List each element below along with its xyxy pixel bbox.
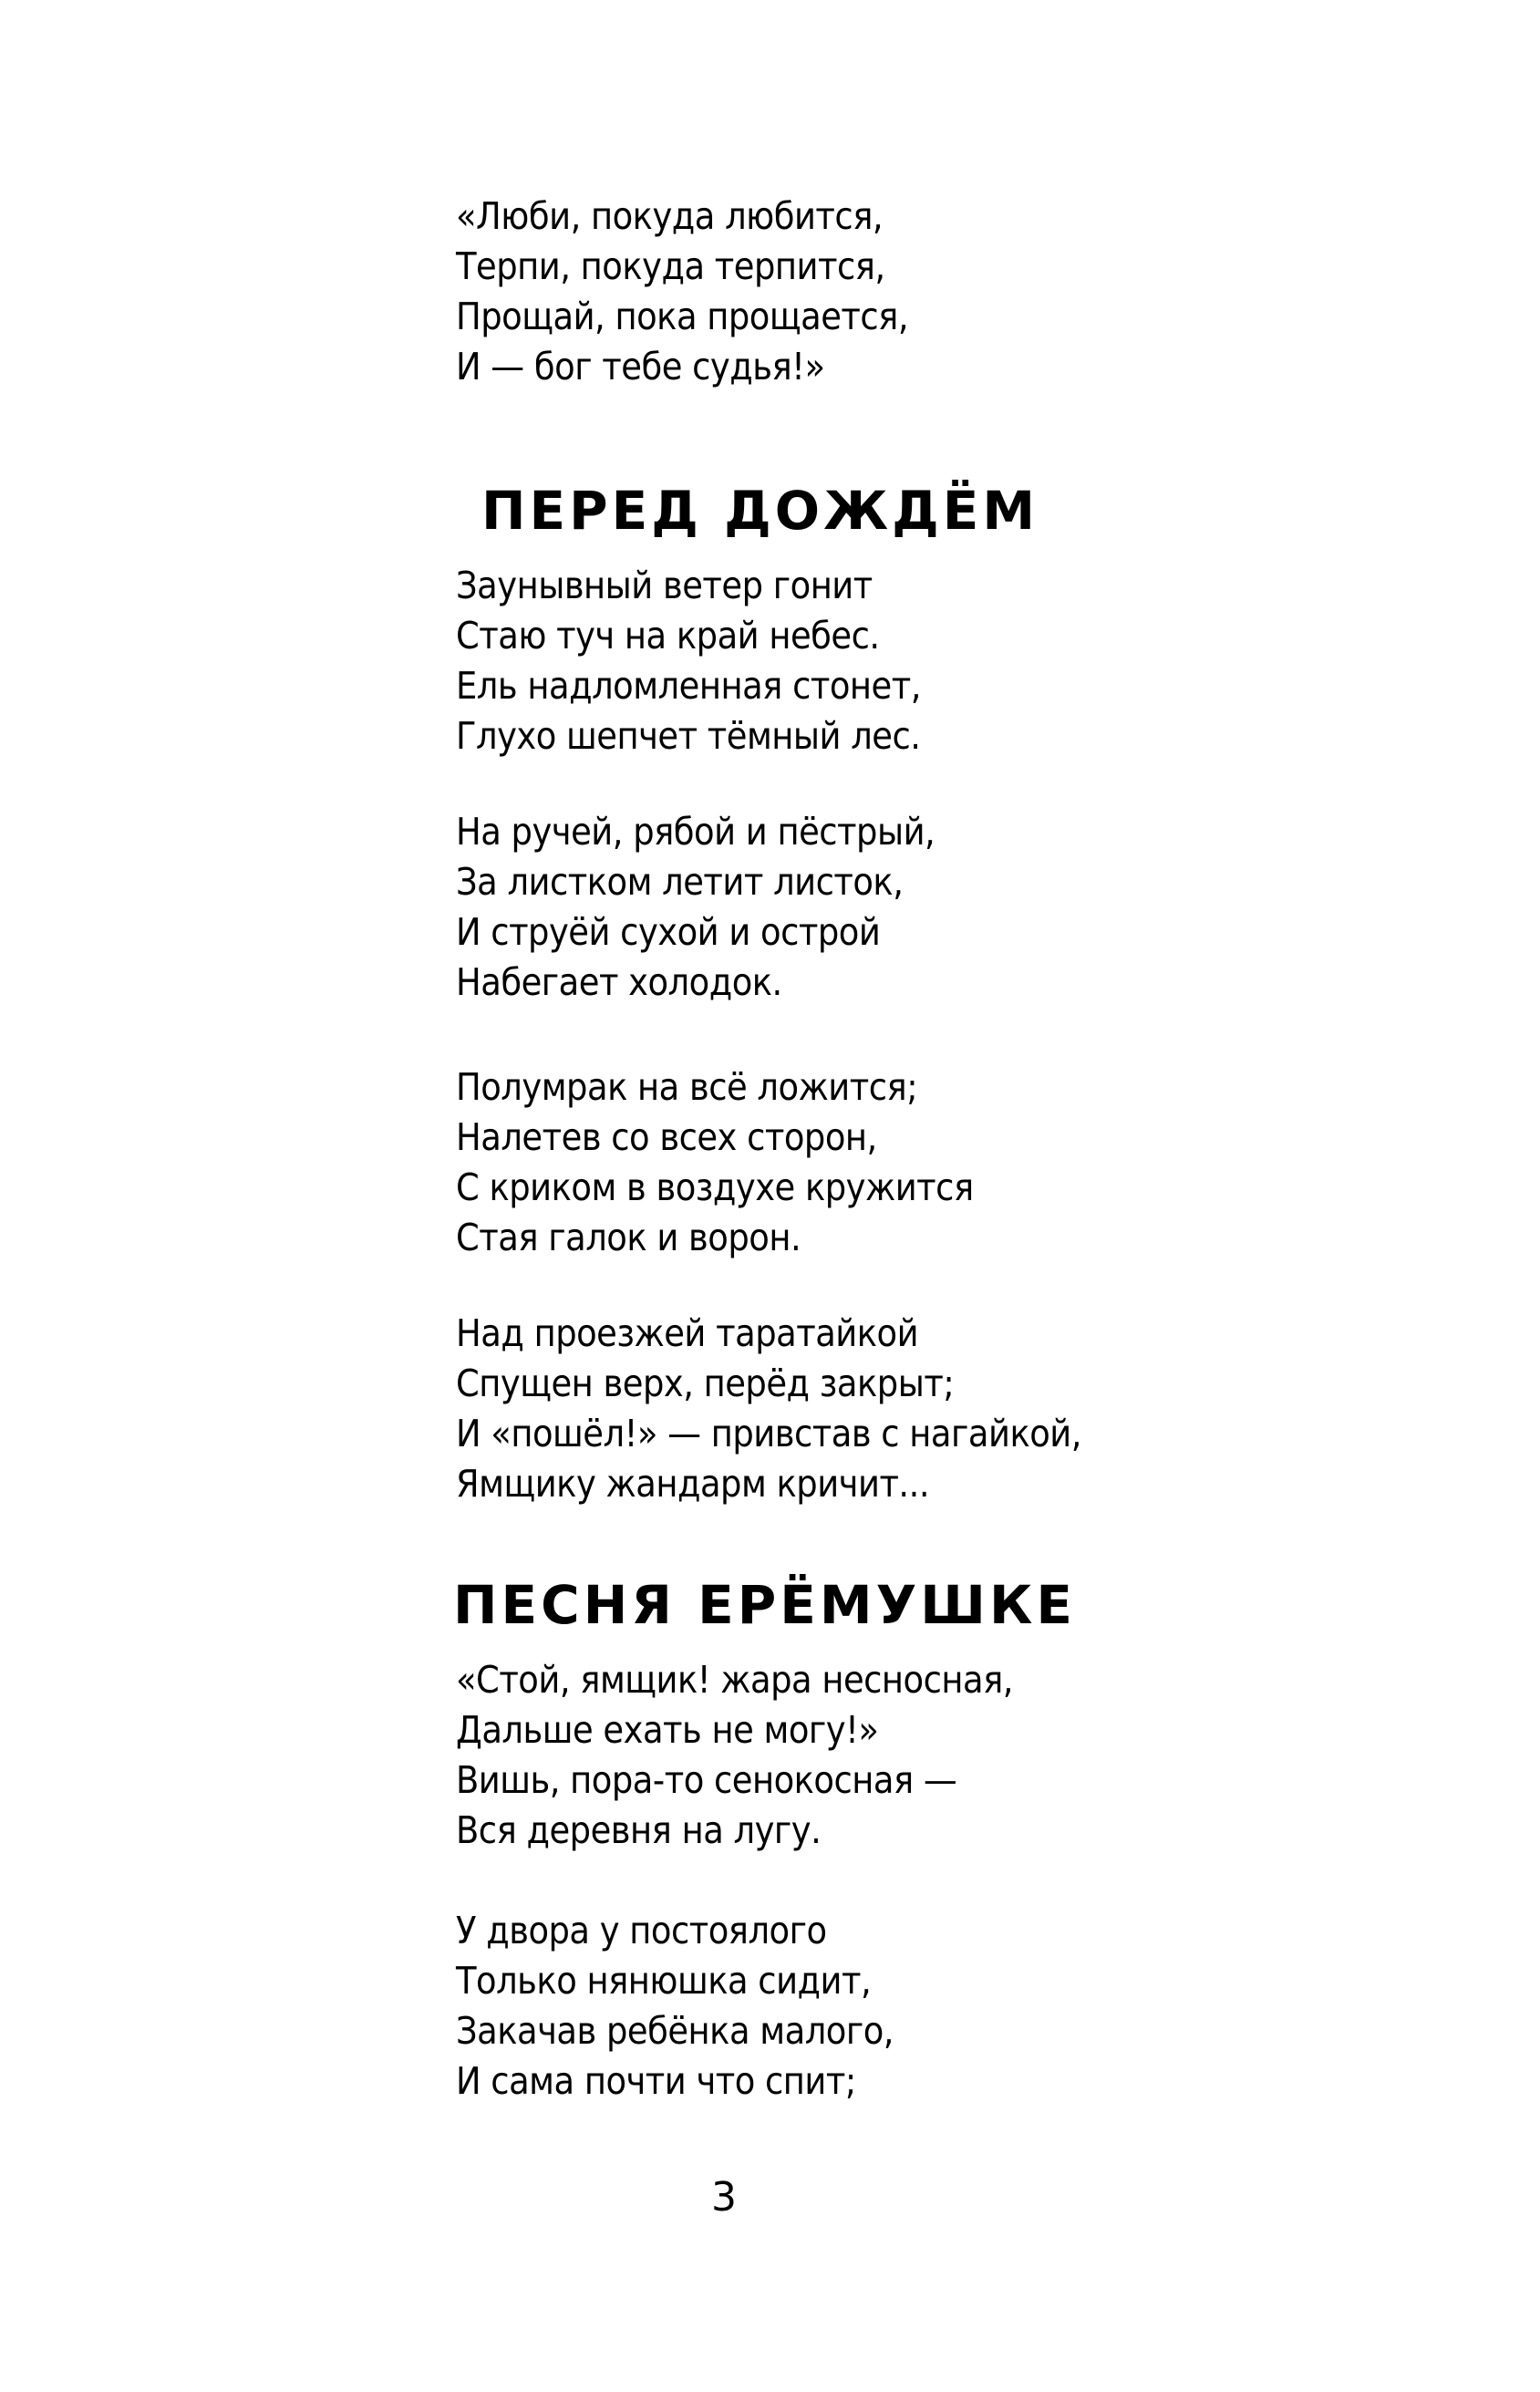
- verse-line: Полумрак на всё ложится;: [456, 1065, 918, 1109]
- verse-line: Набегает холодок.: [456, 960, 782, 1004]
- poem-title: ПЕСНЯ ЕРЁМУШКЕ: [453, 1574, 1076, 1636]
- verse-line: Ель надломленная стонет,: [456, 664, 921, 708]
- verse-line: И струёй сухой и острой: [456, 910, 881, 954]
- verse-line: Спущен верх, перёд закрыт;: [456, 1362, 955, 1405]
- stanza: [456, 561, 921, 761]
- poem-title: ПЕРЕД ДОЖДЁМ: [481, 480, 1039, 542]
- verse-line: Ямщику жандарм кричит...: [456, 1462, 930, 1506]
- verse-line: И сама почти что спит;: [456, 2059, 856, 2103]
- verse-line: Стая галок и ворон.: [456, 1216, 801, 1259]
- verse-line: Прощай, пока прощается,: [456, 295, 909, 338]
- verse-line: На ручей, рябой и пёстрый,: [456, 810, 935, 854]
- verse-line: Дальше ехать не могу!»: [456, 1708, 879, 1752]
- stanza: [456, 1655, 1013, 1856]
- verse-line: Только нянюшка сидит,: [456, 1959, 872, 2003]
- verse-line: Вся деревня на лугу.: [456, 1808, 822, 1852]
- verse-line: Глухо шепчет тёмный лес.: [456, 714, 921, 758]
- verse-line: За листком летит листок,: [456, 860, 904, 904]
- verse-line: У двора у постоялого: [456, 1909, 827, 1952]
- verse-line: Стаю туч на край небес.: [456, 614, 880, 658]
- verse-line: Над проезжей таратайкой: [456, 1311, 919, 1355]
- stanza: [456, 1309, 1081, 1509]
- stanza: [456, 807, 935, 1008]
- verse-line: «Люби, покуда любится,: [456, 194, 884, 238]
- stanza: [456, 1906, 894, 2107]
- verse-line: Вишь, пора-то сенокосная —: [456, 1758, 957, 1802]
- stanza: [456, 1062, 974, 1263]
- verse-line: Налетев со всех сторон,: [456, 1115, 877, 1159]
- verse-line: Терпи, покуда терпится,: [456, 244, 885, 288]
- verse-line: И «пошёл!» — привстав с нагайкой,: [456, 1412, 1081, 1455]
- verse-line: Закачав ребёнка малого,: [456, 2009, 894, 2053]
- verse-line: «Стой, ямщик! жара несносная,: [456, 1658, 1014, 1702]
- verse-line: С криком в воздухе кружится: [456, 1165, 974, 1209]
- verse-line: И — бог тебе судья!»: [456, 345, 825, 388]
- page-number: 3: [711, 2174, 737, 2221]
- stanza: [456, 192, 908, 392]
- verse-line: Заунывный ветер гонит: [456, 564, 873, 607]
